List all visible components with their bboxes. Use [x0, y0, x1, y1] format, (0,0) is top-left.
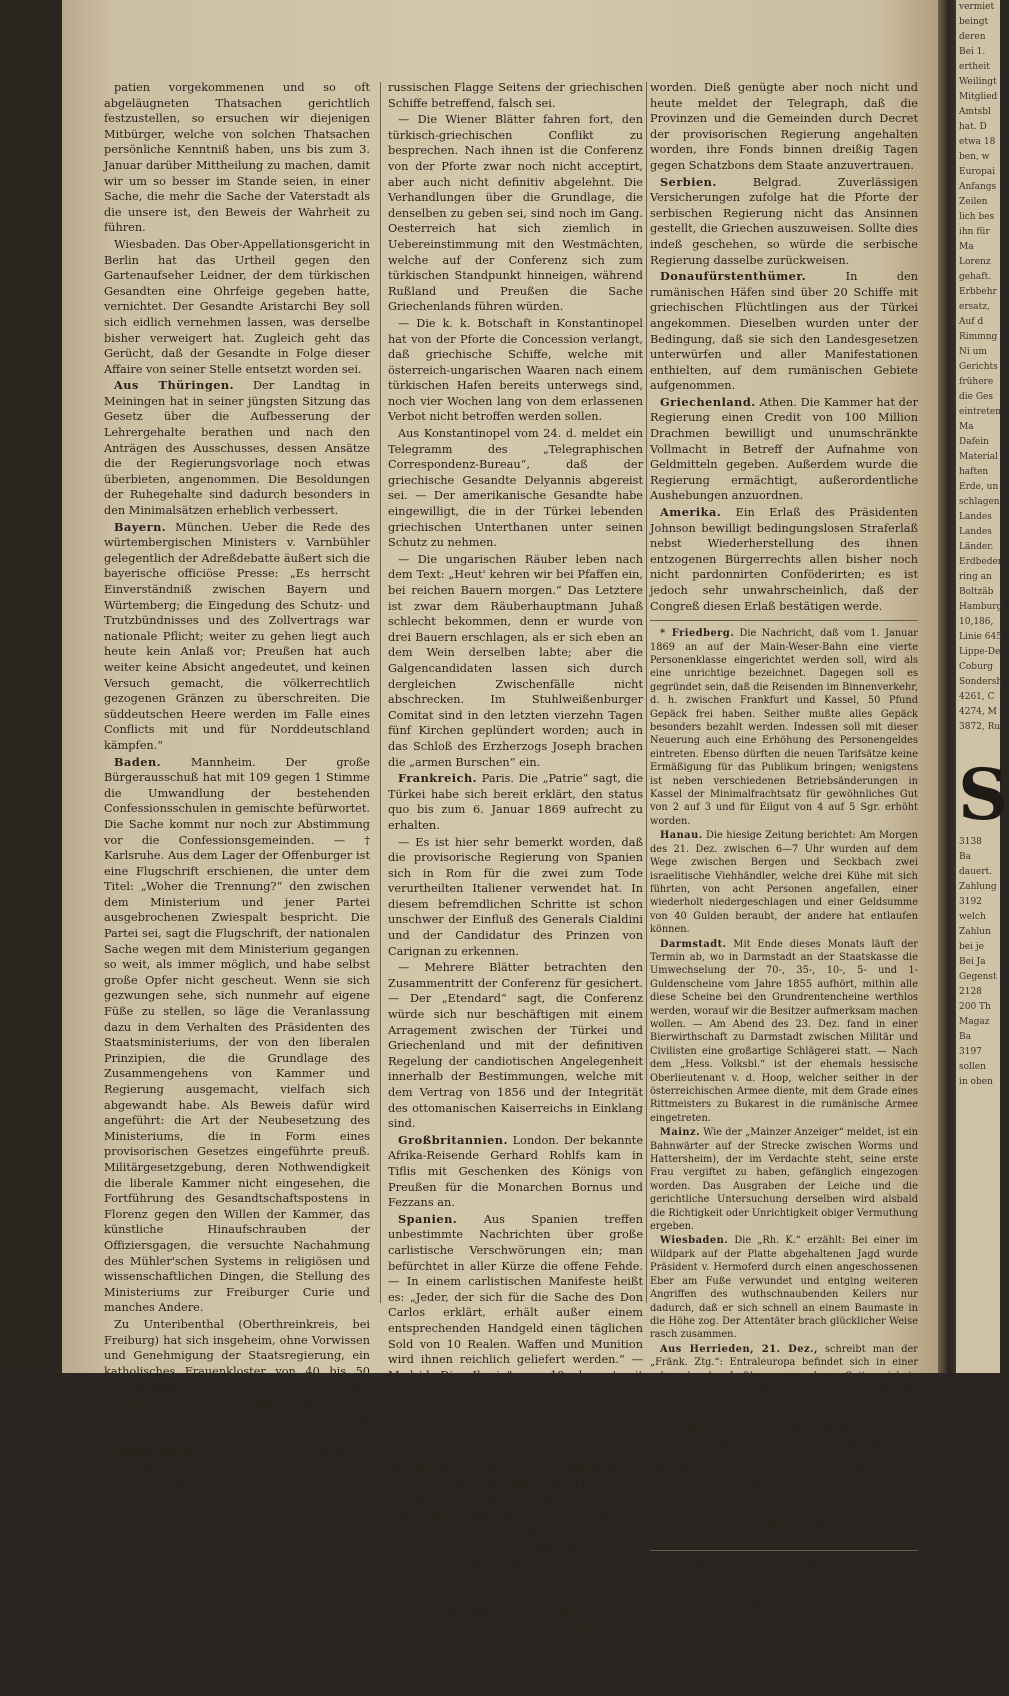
article-paragraph [650, 505, 918, 614]
text-column-1 [104, 80, 371, 1630]
article-text: Aus Konstantinopel vom 24. d. meldet ein Telegramm des „Telegraphischen Correspondenz-Bureau“, daß der griechische Gesandte Delyannis abgereist sei. — Der amerikanische Gesandte habe eingewilligt, die in der Türkei lebenden griechischen Unterthanen unter seinen Schutz zu nehmen. [388, 427, 643, 550]
article-paragraph [104, 1317, 370, 1442]
article-text: Belgrad. Zuverlässigen Versicherungen zufolge hat die Pforte der serbischen Regierung nicht das Ansinnen gestellt, die Griechen auszuweisen. Sollte dies indeß geschehen, so würde die serbische Regierung dasselbe zurückweisen. [650, 175, 918, 267]
article-text: patien vorgekommenen und so oft abgeläugneten Thatsachen gerichtlich festzustellen, so ersuchen wir diejenigen Mitbürger, welche von solchen Thatsachen persönliche Kenntniß haben, uns bis zum 3. Januar darüber Mittheilung zu machen, damit wir um so besser im Stande seien, in einer Sache, die mehr die Sache der Vaterstadt als die unsere ist, den Beweis der Wahrheit zu führen. [104, 81, 370, 235]
adjacent-page-line: Auf d [959, 317, 984, 327]
adjacent-page-line: Weilingt [959, 77, 997, 87]
adjacent-page-line: 10,186, [959, 617, 994, 627]
article-paragraph [104, 80, 370, 236]
adjacent-page-large-letter: S [958, 753, 1009, 836]
article-heading: Hanau. [660, 830, 703, 842]
article-text: worden. Dieß genügte aber noch nicht und heute meldet der Telegraph, daß die Provinzen und die Gemeinden durch Decret der provisorischen Regierung angehalten worden, ihre Fonds binnen dreißig Tagen gegen Schatzbons dem Staate anzuvertrauen. [650, 81, 918, 172]
text-column-2 [388, 80, 643, 1695]
article-heading: * Friedberg. [660, 628, 735, 640]
adjacent-page-line: in oben [959, 1077, 993, 1087]
adjacent-page-line: ertheit [959, 62, 990, 72]
adjacent-page-line: Bei 1. [959, 47, 986, 57]
adjacent-page-line: Zahlun [959, 927, 991, 937]
adjacent-page-line: Mitglied [959, 92, 998, 102]
article-text: München. Ueber die Rede des würtembergischen Ministers v. Varnbühler gelegentlich der Adreßdebatte äußert sich die bayerische officiöse Presse: „Es herrscht Einverständniß zwischen Bayern und Würtemberg; die Eingedung des Schutz- und Trutzbündnisses und des Zollvertrags war nationale Pflicht; weiter zu gehen liegt auch heute kein Anlaß vor; Preußen hat auch weiter keine Absicht angedeutet, und keinen Versuch gemacht, die völkerrechtlich gezogenen Gränzen zu überschreiten. Die süddeutschen Heere werden im Falle eines Conflicts mit und für Norddeutschland kämpfen.“ [104, 520, 371, 752]
article-text: Wiesbaden. Das Ober-Appellationsgericht in Berlin hat das Urtheil gegen den Gartenaufseher Leidner, der dem türkischen Gesandten eine Ohrfeige gegeben hatte, vernichtet. Der Gesandte Aristarchi Bey soll sich eidlich vernehmen lassen, was derselbe bisher verweigert hat. Zugleich geht das Gerücht, daß der Gesandte in Folge dieser Affaire von seiner Stelle entsetzt worden sei. [104, 237, 370, 376]
adjacent-page-line: 3138 [959, 837, 982, 847]
article-text: Die „Rh. K.“ erzählt: Bei einer im Wildpark auf der Platte abgehaltenen Jagd wurde Präsident v. Hermoferd durch einen angeschossenen Eber am Fuße verwundet und entging weiteren Angriffen des wuthschnaubenden Keilers nur dadurch, daß er sich schnell an einem Baumaste in die Höhe zog. Der Attentäter brach glücklicher Weise rasch zusammen. [650, 1235, 918, 1341]
article-heading: Frankreich. [398, 771, 478, 786]
adjacent-page-line: Europai [959, 167, 996, 177]
article-paragraph [104, 520, 370, 754]
adjacent-page-line: welch [959, 912, 986, 922]
text-column-3 [650, 80, 918, 1677]
adjacent-page-line: haften [959, 467, 989, 477]
article-text: — Die Wiener Blätter fahren fort, den türkisch-griechischen Conflikt zu besprechen. Nach ihnen ist die Conferenz von der Pforte zwar noch nicht acceptirt, aber auch nicht definitiv abgelehnt. Die Verhandlungen über die Grundlage, die denselben zu geben sei, sind noch im Gang. Oesterreich hat sich ziemlich in Uebereinstimmung mit den Westmächten, welche auf der Conferenz sich zum türkischen Standpunkt hinneigen, während Rußland und Preußen die Sache Griechenlands führen würden. [388, 113, 643, 314]
adjacent-page-line: Magaz [959, 1017, 990, 1027]
article-paragraph [388, 1212, 643, 1602]
article-heading: Baden. [114, 754, 162, 769]
adjacent-page-line: bei je [959, 942, 984, 952]
article-heading: Amerika. [660, 505, 722, 520]
section-divider [650, 620, 918, 621]
adjacent-page-text-upper [956, 0, 1004, 735]
column-rule [380, 82, 381, 1303]
article-heading: Bayern. [114, 519, 167, 534]
adjacent-page-line: Gegenst [959, 972, 997, 982]
article-text: — Mit den spanischen Finanzen soll es schlimm bestellt sein. Vor einigen Tagen war bereits die Depositenkasse liquidirt und so die schwebende Staatsschuld von 250 Millionen zwangsweise in eine consolidirte umgewandelt [388, 1603, 643, 1695]
adjacent-page-line: dauert. [959, 867, 993, 877]
adjacent-page-line: Ba [959, 1032, 971, 1042]
article-text: Ein Erlaß des Präsidenten Johnson bewilligt bedingungslosen Straferlaß nebst Wiederherstellung des ihnen entzogenen Bürgerrechts allen bisher noch nicht pardonnirten Conföderirten; es ist jedoch sehr unwahrscheinlich, daß der Congreß diesen Erlaß bestätigen werde. [650, 506, 918, 613]
adjacent-page-line: 3192 [959, 897, 982, 907]
article-heading: *, * Die [660, 1557, 716, 1569]
adjacent-page-line: lich bes [959, 212, 995, 222]
adjacent-page-line: deren [959, 32, 986, 42]
column-rule [646, 82, 647, 1303]
adjacent-page-line: schlagen [959, 497, 1000, 507]
article-text: schreibt man der „Fränk. Ztg.“: Entraleuropa befindet sich in einer schwankenden Luftbewegung, deren Spitze sich in neuerer Zeit nach Südwesten gewendet hat. Wir haben daher auch bald warm, bald kalt, je nachdem wir dem Luftberg oder Luftthal näher rücken. In Folge dieser meteorologischen Verhältnisse (kalter Passat im Südwest, warmer Antipassat im Nord) hatten vorgestern Morgens 8 Uhr Madrid und Petersburg einerlei Temperatur (5.4°) und war es an der nordöstlichen Spitze Schottlands wärmer als in Rom (Nairn 6.8°, Rom 6.2°). Nordamerika hat in der letzten Zeit ungeachtet des tieferen Barometerstandes heiteren Himmel und kältere Temperatur. [650, 1343, 918, 1543]
page-gutter [938, 0, 956, 1373]
adjacent-page-line: Landes [959, 512, 992, 522]
article-paragraph [650, 938, 918, 1126]
adjacent-page-line: ben, w [959, 152, 990, 162]
adjacent-page-text-lower [956, 835, 1000, 1090]
article-paragraph [104, 237, 370, 377]
adjacent-page-line: Sondersh [959, 677, 1003, 687]
adjacent-page-line: Ni um [959, 347, 987, 357]
adjacent-page-line: Gerichts [959, 362, 998, 372]
article-paragraph [388, 316, 643, 425]
article-text: — Es ist hier sehr bemerkt worden, daß die provisorische Regierung von Spanien sich in Rom für die zwei zum Tode verurtheilten Italiener verwendet hat. In diesem befremdlichen Schritte ist schon unschwer der Einfluß des Generals Cialdini und der Candidatur des Prinzen von Carignan zu erkennen. [388, 835, 643, 958]
adjacent-page-line: ersatz, [959, 302, 990, 312]
adjacent-page-line: Lorenz [959, 257, 991, 267]
adjacent-page-line: etwa 18 [959, 137, 996, 147]
article-paragraph [388, 835, 643, 960]
article-text: Paris. Die „Patrie“ sagt, die Türkei habe sich bereit erklärt, den status quo bis zum 6. Januar 1869 aufrecht zu erhalten. [388, 772, 643, 832]
adjacent-page-line: sollen [959, 1062, 986, 1072]
article-paragraph [388, 112, 643, 315]
article-paragraph [104, 378, 370, 518]
article-heading: Spanien. [398, 1211, 458, 1226]
article-paragraph [650, 395, 918, 504]
article-text: „Berliner Montagszeitung“ schreibt: „Ende vorigen Jahres betrug die Stärke der nordamerikanischen Armee etwas über 90,000 Mann! Wie das ungeheuer große Land auch nur Einen Tag damit zufrieden sein kann, ist ein unlösbares Räthsel.“ „Leider ist dieses Räthsel nicht blos für die Leute in Berlin unlösbar!“ fügt ein Wiener Blatt hinzu. Französische Stimmen haben sich darüber noch nicht ausgesprochen. [650, 1557, 918, 1677]
article-paragraph [650, 175, 918, 269]
article-paragraph [388, 1133, 643, 1211]
adjacent-page-line: 3197 [959, 1047, 982, 1057]
article-paragraph [388, 960, 643, 1132]
adjacent-page-line: Coburg [959, 662, 993, 672]
article-text: russischen Flagge Seitens der griechischen Schiffe betreffend, falsch sei. [388, 81, 643, 110]
adjacent-page-line: 4261, C [959, 692, 995, 702]
adjacent-page-line: 4274, M [959, 707, 997, 717]
article-paragraph [650, 1343, 918, 1544]
article-text: — Mehrere Blätter betrachten den Zusammentritt der Conferenz für gesichert. — Der „Etendard“ sagt, die Conferenz würde sich nur beschäftigen mit einem Arragement zwischen der Türkei und Griechenland und mit der definitiven Regelung der candiotischen Angelegenheit innerhalb der Bestimmungen, welche mit dem Vertrag von 1856 und der Integrität des ottomanischen Kaiserreichs in Einklang sind. [388, 961, 643, 1131]
adjacent-page-line: 3872, Ru [959, 722, 1001, 732]
article-text: London. Der bekannte Afrika-Reisende Gerhard Rohlfs kam in Tiflis mit Geschenken des Königs von Preußen für die Monarchen Bornus und Fezzans an. [388, 1133, 643, 1210]
adjacent-page-line: Ba [959, 852, 971, 862]
article-text: Mannheim. Der große Bürgerausschuß hat mit 109 gegen 1 Stimme die Umwandlung der bestehenden Confessionsschulen in gemischte befürwortet. Die Sache kommt nur noch zur Abstimmung vor die Confessionsgemeinden. — † Karlsruhe. Aus dem Lager der Offenburger ist eine Flugschrift erschienen, die unter dem Titel: „Woher die Trennung?“ den zwischen dem Ministerium und jener Partei ausgebrochenen Zwiespalt bespricht. Die Partei sei, sagt die Flugschrift, der nationalen Sache wegen mit dem Ministerium gegangen so weit, als immer möglich, und habe selbst große Opfer nicht gescheut. Wenn sie sich gezwungen sehe, sich nunmehr auf eigene Füße zu stellen, so läge die Veranlassung dazu in dem Verhalten des Präsidenten des Staatsministeriums, der von den liberalen Prinzipien, die die Grundlage des Zusammengehens von Kammer und Regierung ausgemacht, vielfach sich abgewandt habe. Als Beweis dafür wird angeführt: die Art der Neubesetzung des Ministeriums, die in Form eines provisorischen Gesetzes eingeführte preuß. Militärgesetzgebung, deren Nothwendigkeit die liberale Kammer nicht eingesehen, die Fortführung des Gesandtschaftspostens in Florenz gegen den Willen der Kammer, das künstliche Hinaufschrauben der Offiziersgagen, die versuchte Nachahmung des Mühler'schen Systems in religiösen und wissenschaftlichen Dingen, die Stellung des Ministeriums zur Freiburger Curie und manches Andere. [104, 755, 370, 1315]
adjacent-page-edge [956, 0, 1009, 1373]
article-paragraph [650, 627, 918, 828]
adjacent-page-line: Landes [959, 527, 992, 537]
article-text: Der Landtag in Meiningen hat in seiner jüngsten Sitzung das Gesetz über die Aufbesserung der Lehrergehalte berathen und nach den Anträgen des Ausschusses, dessen Ansätze die der Regierungsvorlage noch etwas überbieten, angenommen. Die Besoldungen der Ruhegehalte sind dadurch besonders in den Minimalsätzen erheblich verbessert. [104, 379, 371, 518]
article-heading: Donaufürstenthümer. [660, 269, 807, 284]
adjacent-page-line: hat. D [959, 122, 987, 132]
adjacent-page-line: 200 Th [959, 1002, 991, 1012]
article-paragraph [104, 1568, 370, 1630]
section-divider [650, 1550, 918, 1551]
article-paragraph [388, 80, 643, 111]
article-text: Aus Spanien treffen unbestimmte Nachrichten über große carlistische Verschwörungen ein; man befürchtet in aller Kürze die offene Fehde. — In einem carlistischen Manifeste heißt es: „Jeder, der sich für die Sache des Don Carlos erklärt, erhält außer einem entsprechenden Handgeld einen täglichen Sold von 10 Realen. Waffen und Munition wird ihnen reichlich geliefert werden.“ — Madrid. Die „Iberia“ vom 19. d. sagt mit Rücksicht auf die Municipalwahlen: „Heute ist für Spanien ein feierlicher Tag! Heute zum ersten Mal werden die Bürger ein Recht ausüben, das zu den kostbarsten Errungenschaften der Revolution gehört: das Recht der allgemeinen Abstimmung! Früher kannten wir dieses Recht nur dem Namen nach, heute werdet ihr euch überzeugen, daß die Freiheit nicht blos Phrase, sondern Thatsache ist. Die neidischen Unterstellungen der Reaction werden Lügen gestraft und die provisorische Regierung im vollen Lichte ihrer Glorie erkannt und gewürdigt werden. [388, 1212, 643, 1600]
article-text: Die hiesige Zeitung berichtet: Am Morgen des 21. Dez. zwischen 6—7 Uhr wurden auf dem Wege zwischen Bergen und Seckbach zwei israelitische Viehhändler, welche drei Kühe mit sich führten, von acht Personen angefallen, einer wiederholt niedergeschlagen und einer Geldsumme von 40 Gulden beraubt, der andere hat entlaufen können. [650, 830, 918, 936]
adjacent-page-line: Hamburg [959, 602, 1003, 612]
article-heading: Darmstadt. [660, 938, 727, 950]
adjacent-page-line: Länder. [959, 542, 994, 552]
article-text: — Die k. k. Botschaft in Konstantinopel hat von der Pforte die Concession verlangt, daß griechische Schiffe, welche mit österreich-ungarischen Waaren nach einem türkischen Hafen bereits unterwegs sind, noch vier Wochen lang von dem erlassenen Verbot nicht betroffen werden sollen. [388, 316, 643, 424]
adjacent-page-line: beingt [959, 17, 989, 27]
adjacent-page-line: Linie 645 [959, 632, 1002, 642]
adjacent-page-line: Ma [959, 422, 974, 432]
article-text: In den rumänischen Häfen sind über 20 Schiffe mit griechischen Flüchtlingen aus der Türkei angekommen. Dieselben wurden unter der Bedingung, daß sie sich den Landesgesetzen unterwürfen und aller Manifestationen enthielten, auf dem rumänischen Gebiete aufgenommen. [650, 270, 918, 393]
article-heading: Großbritannien. [398, 1132, 508, 1147]
adjacent-page-line: Material [959, 452, 998, 462]
article-paragraph [650, 829, 918, 936]
adjacent-page-line: vermiet [959, 2, 995, 12]
adjacent-page-line: ihn für [959, 227, 990, 237]
article-heading: Oesterreich. [114, 1442, 199, 1457]
article-paragraph [104, 1443, 370, 1568]
adjacent-page-line: eintreten [959, 407, 1001, 417]
adjacent-page-line: die Ges [959, 392, 993, 402]
adjacent-page-line: frühere [959, 377, 994, 387]
article-paragraph [388, 771, 643, 833]
article-paragraph [388, 1603, 643, 1696]
adjacent-page-line: Zahlung [959, 882, 997, 892]
article-text: Athen. Die Kammer hat der Regierung einen Credit von 100 Million Drachmen bewilligt und unumschränkte Vollmacht in Betreff der Aufnahme von Geldmitteln gegeben. Außerdem wurde die Regierung ermächtigt, außerordentliche Aushebungen anzuordnen. [650, 395, 918, 503]
article-paragraph [650, 1234, 918, 1341]
adjacent-page-line: Zeilen [959, 197, 988, 207]
adjacent-page-line: Erdbeden [959, 557, 1004, 567]
article-text: Mit Ende dieses Monats läuft der Termin ab, wo in Darmstadt an der Staatskasse die Umwechselung der 70-, 35-, 10-, 5- und 1-Guldenscheine vom Jahre 1855 aufhört, mithin alle diese Scheine bei den Grundrentencheine werthlos werden, worauf wir die Besitzer aufmerksam machen wollen. — Am Abend des 23. Dez. fand in einer Bierwirthschaft zu Darmstadt zwischen Militär und Civilisten eine großartige Schlägerei statt. — Nach dem „Hess. Volksbl.“ ist der ehemals hessische Oberlieutenant v. d. Hoop, welcher seither in der österreichischen Armee diente, mit dem Grade eines Rittmeisters zu Bukarest in die rumänische Armee eingetreten. [650, 938, 918, 1124]
article-text: — Die „N. fr. Pr.“ meldet: Die hiesige russische Botschaft erklärte offiziell, daß die Nachricht des „Levante Herald“, die Führung der [104, 1569, 370, 1630]
adjacent-page-line: Anfangs [959, 182, 997, 192]
adjacent-page-line: 2128 [959, 987, 982, 997]
article-text: — Die ungarischen Räuber leben nach dem Text: „Heut' kehren wir bei Pfaffen ein, bei reichen Bauern morgen.“ Das Letztere ist zwar dem Räuberhauptmann Juhaß schlecht bekommen, denn er wurde von drei Bauern erschlagen, als er sich eben an dem Wein derselben labte; aber die Galgencandidaten lassen sich durch dergleichen Zwischenfälle nicht abschrecken. Im Stuhlweißenburger Comitat sind in den letzten vierzehn Tagen fünf Kirchen geplündert worden; auch in das Schloß des Erzherzogs Joseph brachen die „armen Burschen“ ein. [388, 552, 643, 769]
article-paragraph [388, 426, 643, 551]
adjacent-page-line: Lippe-De [959, 647, 1001, 657]
article-paragraph [650, 269, 918, 394]
article-heading: Mainz. [660, 1127, 701, 1139]
article-heading: Aus Herrieden, 21. Dez., [660, 1343, 818, 1355]
article-paragraph [388, 552, 643, 770]
article-paragraph [650, 1557, 918, 1678]
adjacent-page-line: Amtsbl [959, 107, 991, 117]
article-paragraph [104, 755, 370, 1316]
adjacent-page-line: Erde, un [959, 482, 999, 492]
adjacent-page-line: gehaft. [959, 272, 992, 282]
adjacent-page-line: ring an [959, 572, 992, 582]
article-text: Zu Unteribenthal (Oberthreinkreis, bei Freiburg) hat sich insgeheim, ohne Vorwissen und Genehmigung der Staatsregierung, ein katholisches Frauenkloster von 40 bis 50 Frauen gebildet. Wie nun die „Karlsr. Ztg.“ meldet, hat die Regierung dieses Kloster aufgelöst und jede weitere Betheiligung daran verboten. [104, 1317, 370, 1441]
article-heading: Aus Thüringen. [114, 378, 235, 393]
adjacent-page-line: Ma [959, 242, 974, 252]
adjacent-page-line: Rimmng [959, 332, 998, 342]
article-text: Die Nachricht, daß vom 1. Januar 1869 an auf der Main-Weser-Bahn eine vierte Personenklasse eingerichtet werden soll, wird als eine unrichtige bezeichnet. Dagegen soll es gegründet sein, daß die Reisenden im Binnenverkehr, d. h. zwischen Frankfurt und Kassel, 50 Pfund Gepäck frei haben. Seither mußte alles Gepäck besonders bezahlt werden. Indessen soll mit dieser Neuerung auch eine Erhöhung des Personengeldes eintreten. Ebenso dürften die neuen Tarifsätze keine Ermäßigung für das Publikum bringen; wenigstens ist neben verschiedenen Betriebsänderungen in Kassel der Minimalfrachtsatz für gewöhnliches Gut von 2 auf 3 und für Eilgut von 4 auf 5 Sgr. erhöht worden. [650, 628, 918, 827]
article-paragraph [650, 80, 918, 174]
article-heading: Griechenland. [660, 394, 756, 409]
adjacent-page-line: Dafein [959, 437, 989, 447]
article-paragraph [650, 1126, 918, 1233]
adjacent-page-line: Bei Ja [959, 957, 986, 967]
article-text: Wie der „Mainzer Anzeiger“ meldet, ist ein Bahnwärter auf der Strecke zwischen Worms und Hattersheim), der im Verdachte steht, seine erste Frau vergiftet zu haben, gefänglich eingezogen worden. Das Ausgraben der Leiche und die gerichtliche Untersuchung derselben wird alsbald die Richtigkeit oder Unrichtigkeit obiger Vermuthung ergeben. [650, 1127, 918, 1233]
article-heading: Serbien. [660, 174, 717, 189]
adjacent-page-line: Erbbehr [959, 287, 997, 297]
article-text: Wien. Dem „Telegraphen-Correspondenz-Bureau“ wird aus Athen vom 22. d. telegraphirt, daß die griechische Regierung von der Kammer einen außerordentlichen Credit im Betrage von 100 Mill. Drachmen und eine außerordentliche Aushebung verlange; die Nationalgarde wird mobilisirt, mehrere Häfen werden befestigt. [104, 1443, 370, 1566]
article-heading: Wiesbaden. [660, 1235, 729, 1247]
adjacent-page-line: Boltzäb [959, 587, 994, 597]
